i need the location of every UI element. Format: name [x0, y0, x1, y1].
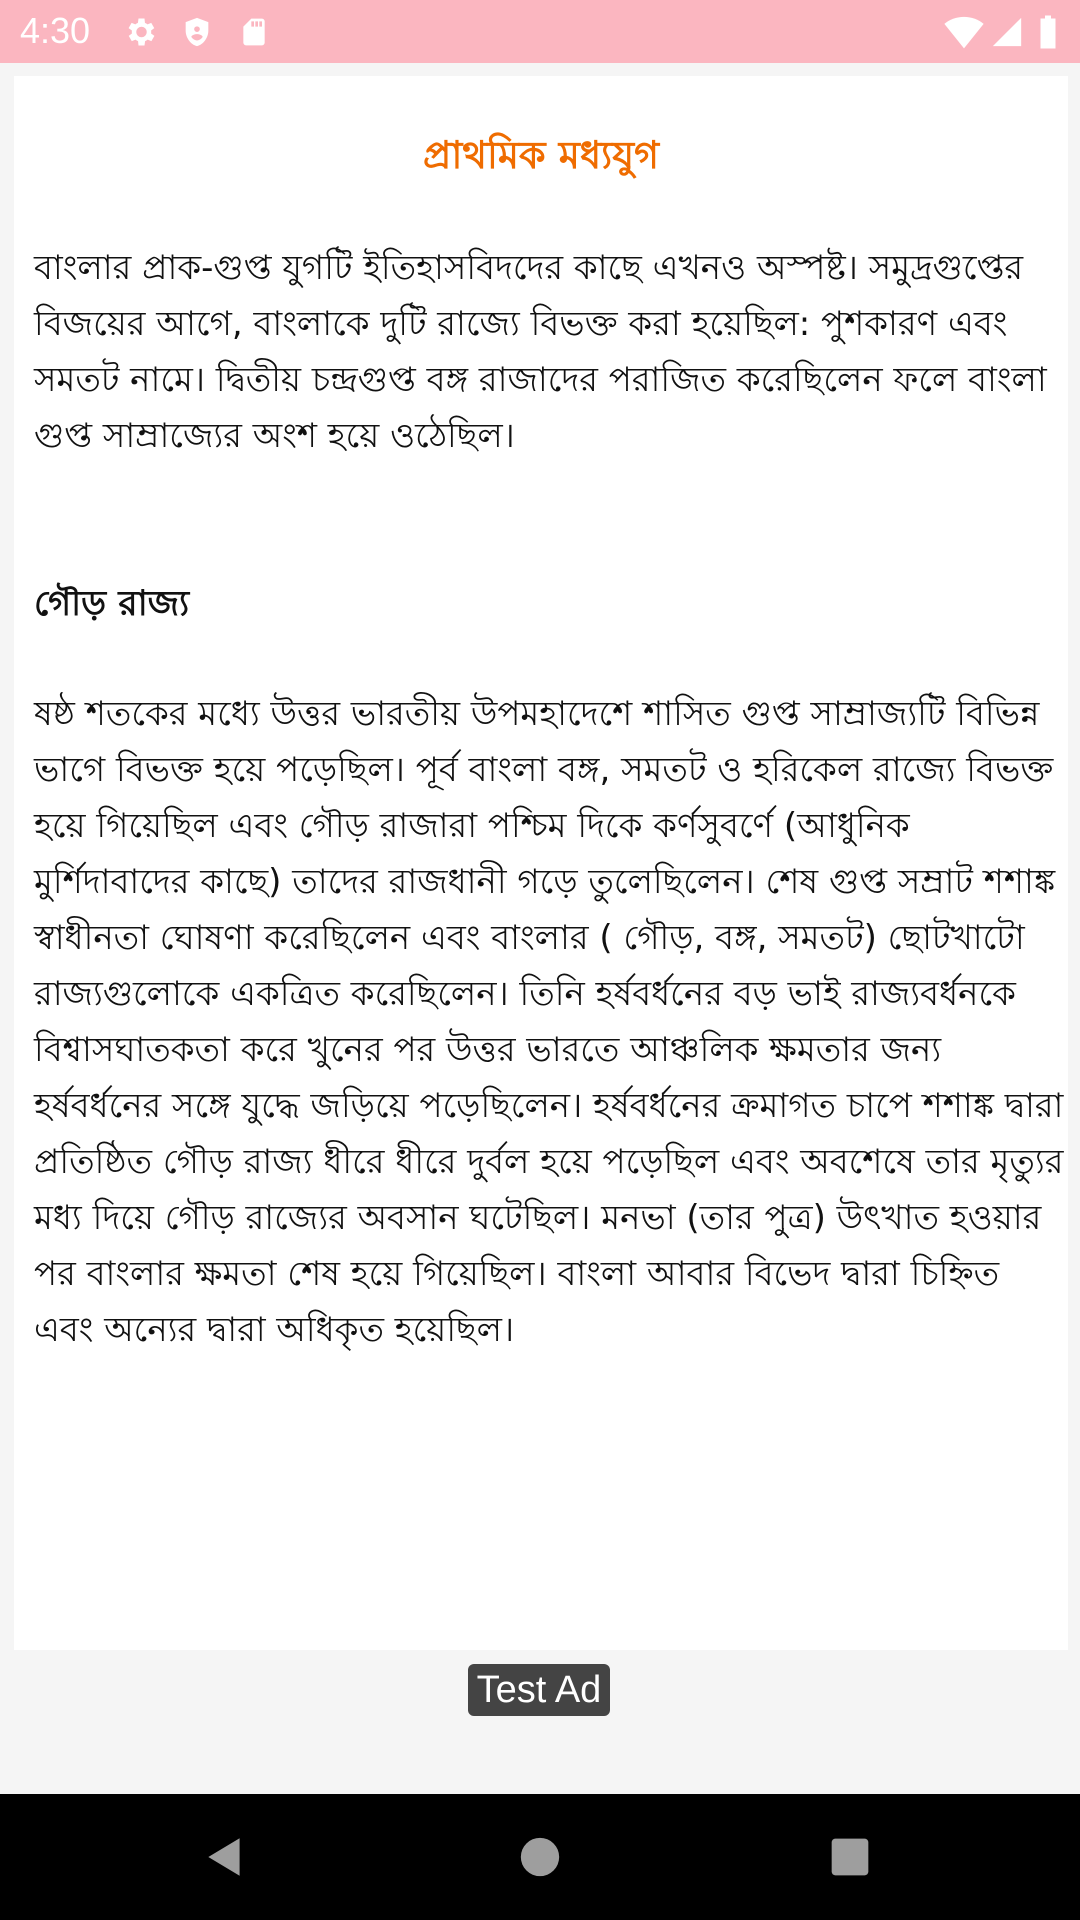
sd-card-icon [238, 14, 270, 54]
battery-icon [1038, 14, 1058, 54]
navigation-bar [0, 1794, 1080, 1920]
status-bar [0, 0, 1080, 63]
test-ad-label[interactable]: Test Ad [468, 1664, 610, 1716]
section-heading: গৌড় রাজ্য [34, 584, 190, 624]
gear-icon [122, 14, 158, 54]
article-title: প্রাথমিক মধ্যযুগ [423, 133, 659, 177]
back-icon[interactable] [190, 1822, 260, 1892]
recents-icon[interactable] [815, 1822, 885, 1892]
article-card [14, 76, 1068, 1650]
wifi-icon [944, 14, 984, 54]
article-paragraph-gaur: ষষ্ঠ শতকের মধ্যে উত্তর ভারতীয় উপমহাদেশে শাসিত গুপ্ত সাম্রাজ্যটি বিভিন্ন ভাগে বিভক্ত হয়ে পড়েছিল। পূর্ব বাংলা বঙ্গ, সমতট ও হরিকেল রাজ্যে বিভক্ত হয়ে গিয়েছিল এবং গৌড় রাজারা পশ্চিম দিকে কর্ণসুবর্ণে (আধুনিক মুর্শিদাবাদের কাছে) তাদের রাজধানী গড়ে তুলেছিলেন। শেষ গুপ্ত সম্রাট শশাঙ্ক স্বাধীনতা ঘোষণা করেছিলেন এবং বাংলার ( গৌড়, বঙ্গ, সমতট) ছোটখাটো রাজ্যগুলোকে একত্রিত করেছিলেন। তিনি হর্ষবর্ধনের বড় ভাই রাজ্যবর্ধনকে বিশ্বাসঘাতকতা করে খুনের পর উত্তর ভারতে আঞ্চলিক ক্ষমতার জন্য হর্ষবর্ধনের সঙ্গে যুদ্ধে জড়িয়ে পড়েছিলেন। হর্ষবর্ধনের ক্রমাগত চাপে শশাঙ্ক দ্বারা প্রতিষ্ঠিত গৌড় রাজ্য ধীরে ধীরে দুর্বল হয়ে পড়েছিল এবং অবশেষে তার মৃত্যুর মধ্য দিয়ে গৌড় রাজ্যের অবসান ঘটেছিল। মনভা (তার পুত্র) উৎখাত হওয়ার পর বাংলার ক্ষমতা শেষ হয়ে গিয়েছিল। বাংলা আবার বিভেদ দ্বারা চিহ্নিত এবং অন্যের দ্বারা অধিকৃত হয়েছিল। [34, 694, 1064, 1350]
shield-icon [180, 14, 214, 54]
signal-icon [990, 14, 1024, 54]
home-icon[interactable] [505, 1822, 575, 1892]
article-paragraph-intro: বাংলার প্রাক-গুপ্ত যুগটি ইতিহাসবিদদের কাছে এখনও অস্পষ্ট। সমুদ্রগুপ্তের বিজয়ের আগে, বাংলাকে দুটি রাজ্যে বিভক্ত করা হয়েছিল: পুশকারণ এবং সমতট নামে। দ্বিতীয় চন্দ্রগুপ্ত বঙ্গ রাজাদের পরাজিত করেছিলেন ফলে বাংলা গুপ্ত সাম্রাজ্যের অংশ হয়ে ওঠেছিল। [34, 248, 1047, 456]
status-time: 4:30 [20, 10, 91, 51]
ad-banner[interactable] [0, 1650, 1080, 1794]
